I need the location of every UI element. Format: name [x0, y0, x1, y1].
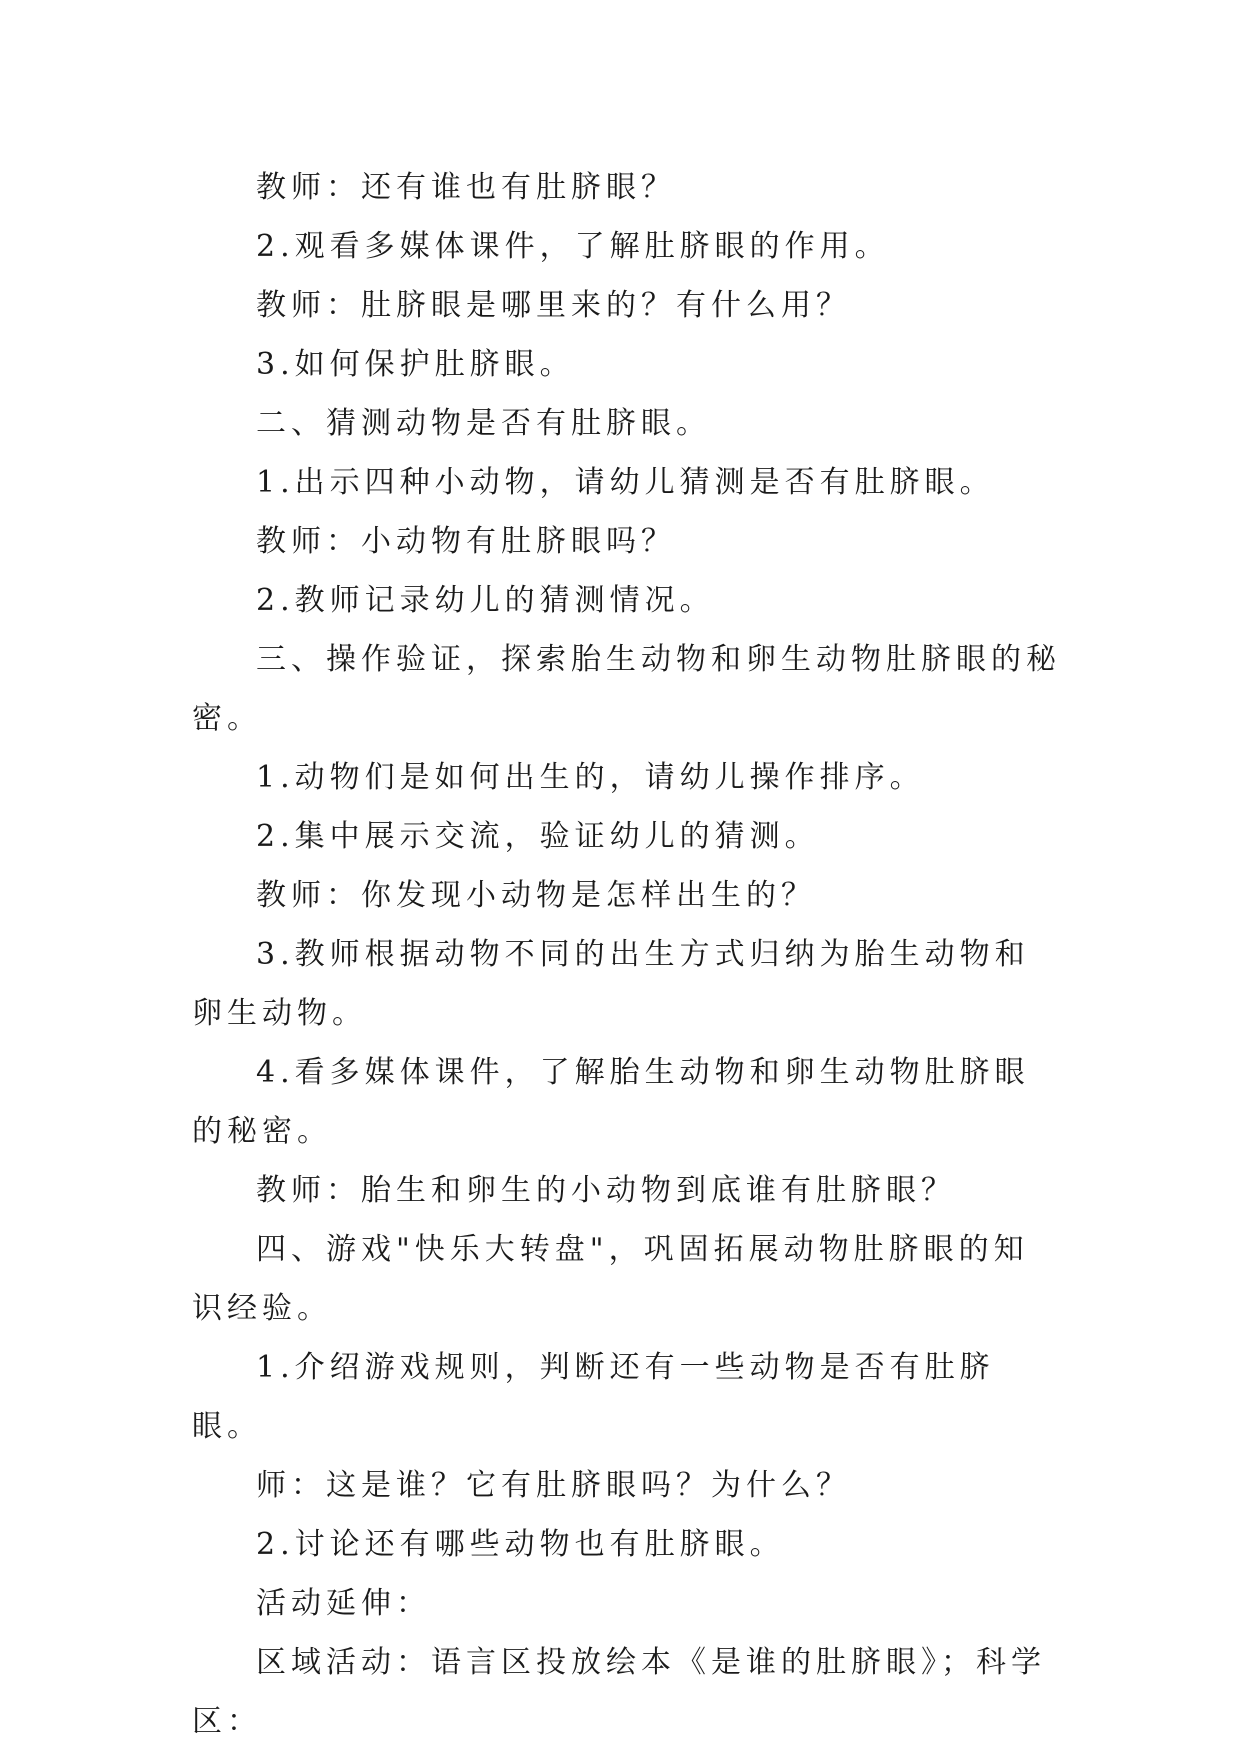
- paragraph: 教师：还有谁也有肚脐眼？: [256, 170, 676, 205]
- paragraph: 4.看多媒体课件，了解胎生动物和卵生动物肚脐眼的秘密。: [192, 1055, 1030, 1149]
- paragraph: 2.讨论还有哪些动物也有肚脐眼。: [256, 1527, 785, 1562]
- paragraph: 2.教师记录幼儿的猜测情况。: [256, 583, 715, 618]
- paragraph: 教师：肚脐眼是哪里来的？有什么用？: [256, 288, 851, 323]
- document-body: [192, 158, 1062, 1751]
- section-heading: 二、猜测动物是否有肚脐眼。: [256, 406, 711, 441]
- paragraph: 1.出示四种小动物，请幼儿猜测是否有肚脐眼。: [256, 465, 995, 500]
- section-heading: 三、操作验证，探索胎生动物和卵生动物肚脐眼的秘密。: [192, 642, 1061, 736]
- paragraph: 2.集中展示交流，验证幼儿的猜测。: [256, 819, 820, 854]
- paragraph: 教师：你发现小动物是怎样出生的？: [256, 878, 816, 913]
- paragraph: 2.观看多媒体课件，了解肚脐眼的作用。: [256, 229, 890, 264]
- paragraph: 3.如何保护肚脐眼。: [256, 347, 575, 382]
- section-heading: 四、游戏"快乐大转盘"，巩固拓展动物肚脐眼的知识经验。: [192, 1232, 1029, 1326]
- paragraph: 区域活动：语言区投放绘本《是谁的肚脐眼》；科学区：: [192, 1645, 1046, 1739]
- paragraph: 教师：胎生和卵生的小动物到底谁有肚脐眼？: [256, 1173, 956, 1208]
- paragraph: 师：这是谁？它有肚脐眼吗？为什么？: [256, 1468, 851, 1503]
- paragraph: 3.教师根据动物不同的出生方式归纳为胎生动物和卵生动物。: [192, 937, 1030, 1031]
- paragraph: 教师：小动物有肚脐眼吗？: [256, 524, 676, 559]
- paragraph: 1.介绍游戏规则，判断还有一些动物是否有肚脐眼。: [192, 1350, 995, 1444]
- paragraph: 活动延伸：: [256, 1586, 431, 1621]
- paragraph: 1.动物们是如何出生的，请幼儿操作排序。: [256, 760, 925, 795]
